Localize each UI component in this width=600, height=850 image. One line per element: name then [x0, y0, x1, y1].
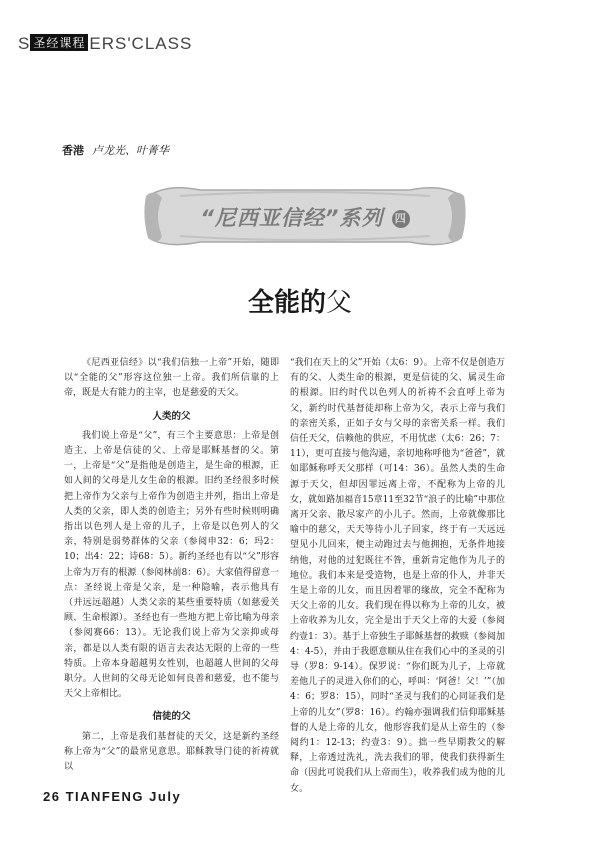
- author-names: 卢龙光、叶菁华: [92, 144, 169, 157]
- section-heading-2: 信徒的父: [152, 711, 191, 723]
- issue-month: July: [149, 789, 182, 804]
- article-column-right: [290, 356, 505, 797]
- page-footer: [43, 789, 181, 804]
- article-column-left: [64, 356, 279, 775]
- magazine-section-header: [18, 34, 192, 54]
- article-title-light: 父: [326, 288, 353, 318]
- section-2-paragraph: 第二，上帝是我们基督徒的天父，这是新约圣经称上帝为“父”的最常见意思。耶稣教导门徒的祈祷就以: [64, 731, 279, 773]
- page-number: 26: [43, 789, 61, 804]
- section-header-text: ERS'CLASS: [89, 34, 193, 53]
- series-scroll-banner: [140, 176, 470, 256]
- author-line: [62, 142, 169, 158]
- series-title-text: “尼西亚信经”系列: [200, 206, 384, 230]
- section-header-prefix: S: [18, 34, 31, 53]
- section-1-paragraph: 我们说上帝是“父”，有三个主要意思：上帝是创造主、上帝是信徒的父、上帝是耶稣基督的父。第一，上帝是“父”是指他是创造主，是生命的根源，正如人间的父母是儿女生命的根源。旧约圣经很多时候把上帝作为父亲与上帝作为创造主并列，指出上帝是人类的父亲，即人类的创造主；另外有些时候则明确指出以色列人是上帝的儿子，上帝是以色列人的父亲，特别是弱势群体的父亲（参阅申32：6；玛2：10；出4：22；诗68：5）。新约圣经也有以“父”形容上帝为万有的根源（参阅林前8：6）。大家值得留意一点：圣经说上帝是父亲，是一种隐喻，表示他具有（并远远超越）人类父亲的某些重要特质（如慈爱关顾、生命根源）。圣经也有一些地方把上帝比喻为母亲（参阅赛66：13）。无论我们说上帝为父亲抑或母亲，都是以人类有限的语言去表达无限的上帝的一些特质。上帝本身超越男女性别，也超越人世间的父母职分。人世间的父母无论如何良善和慈爱，也不能与天父上帝相比。: [64, 430, 279, 700]
- series-title: [140, 202, 470, 232]
- article-title-main: 全能的: [247, 288, 326, 318]
- author-location: 香港: [62, 144, 84, 157]
- series-number-badge: 四: [392, 210, 410, 228]
- magazine-name: TIANFENG: [65, 789, 145, 804]
- right-column-paragraph: “我们在天上的父”开始（太6：9）。上帝不仅是创造万有的父、人类生命的根源，更是信徒的父、属灵生命的根源。旧约时代以色列人的祈祷不会直呼上帝为父，新约时代基督徒却称上帝为父，表示上帝与我们的亲密关系，正如子女与父母的亲密关系一样。我们信任天父，信赖他的供应，不用忧虑（太6：26；7：11），更可直接与他沟通，亲切地称呼他为“爸爸”，就如耶稣称呼天父那样（可14：36）。虽然人类的生命源于天父，但却因罪远离上帝，不配称为上帝的儿女，就如路加福音15章11至32节“浪子的比喻”中那位离开父亲、散尽家产的小儿子。然而，上帝就像那比喻中的慈父，天天等待小儿子回家，终于有一天远远望见小儿回来，便主动跑过去与他拥抱，无条件地接纳他，对他的过犯既往不咎，重新肯定他作为儿子的地位。我们本来是受造物，也是上帝的仆人，并非天生是上帝的儿女，而且因着罪的缘故，完全不配称为天父上帝的儿女。我们现在得以称为上帝的儿女，被上帝收养为儿女，完全是出于天父上帝的大爱（参阅约壹1：3）。基于上帝独生子耶稣基督的救赎（参阅加4：4-5），并由于我愿意顺从住在我们心中的圣灵的引导（罗8：9-14）。保罗说：“你们既为儿子，上帝就差他儿子的灵进入你们的心，呼叫：‘阿爸！父！’”（加4：6；罗8：15），同时“圣灵与我们的心同证我们是上帝的儿女”（罗8：16）。约翰亦强调我们信仰耶稣基督的人是上帝的儿女，他形容我们是从上帝生的（参阅约1：12-13；约壹3：9）。拙一些早期教父的解释，上帝透过洗礼，洗去我们的罪，使我们获得新生命（因此可说我们从上帝而生），收养我们成为他的儿女。: [290, 358, 505, 794]
- section-logo: 圣经课程: [30, 34, 88, 51]
- section-heading-1: 人类的父: [152, 410, 191, 422]
- article-title: [0, 282, 600, 319]
- intro-paragraph: 《尼西亚信经》以“我们信独一上帝”开始，随即以“全能的父”形容这位独一上帝。我们所信靠的上帝，既是大有能力的主宰，也是慈爱的天父。: [64, 358, 279, 399]
